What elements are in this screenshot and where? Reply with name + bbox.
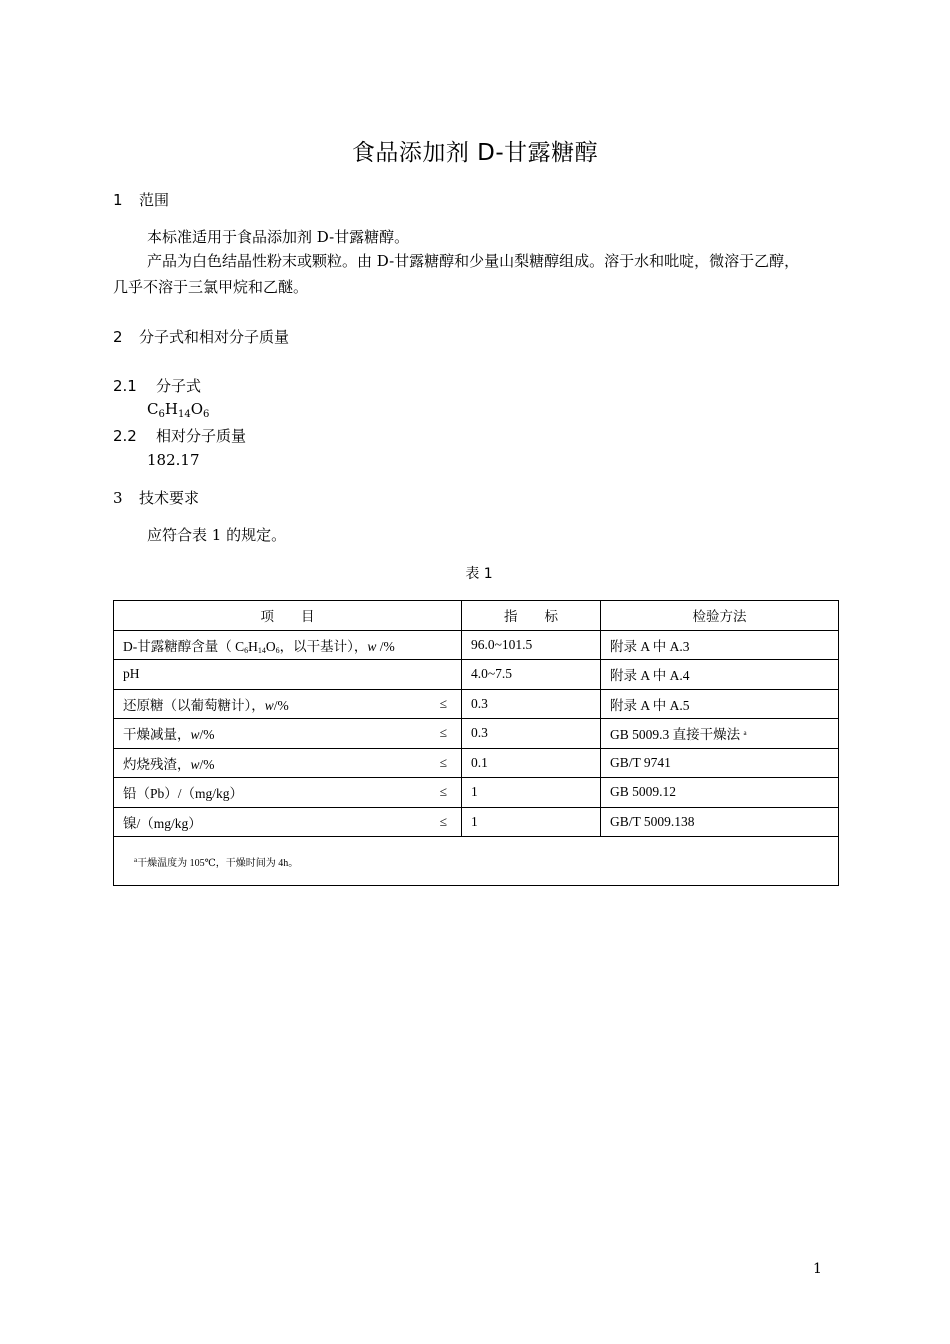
section-2-heading [113,326,289,347]
molecular-mass-value: 182.17 [147,451,200,469]
table-row [114,807,839,837]
section-2-2-heading [113,425,246,446]
section-number: 2 [113,328,123,346]
row-index: 0.3 [462,689,601,719]
row-index: 1 [462,807,601,837]
row-index: 0.1 [462,748,601,778]
section-title: 分子式 [156,377,202,395]
section-title: 范围 [139,191,170,209]
row-method: GB/T 9741 [601,748,839,778]
footnote-marker: a [134,855,138,864]
header-method: 检验方法 [601,601,839,631]
row-method: 附录 A 中 A.4 [601,660,839,690]
table-header-row [114,601,839,631]
row-method: GB/T 5009.138 [601,807,839,837]
row-item: 镍/（mg/kg） ≤ [114,807,462,837]
section-title: 技术要求 [139,489,200,507]
row-item: 铅（Pb）/（mg/kg） ≤ [114,778,462,808]
section-number: 3 [113,489,123,507]
table-row [114,719,839,749]
section-3-heading [113,487,199,508]
section-2-1-heading [113,375,201,396]
row-item: pH [114,660,462,690]
section-1-heading [113,189,169,210]
less-equal-sign: ≤ [439,725,447,741]
row-index: 4.0~7.5 [462,660,601,690]
requirements-table [113,600,839,886]
row-method: 附录 A 中 A.5 [601,689,839,719]
table-caption: 表 1 [465,566,493,582]
row-item: D-甘露糖醇含量（ $C_6H_{14}O_6$，以干基计），w /% [114,630,462,660]
row-method: 附录 A 中 A.3 [601,630,839,660]
section-number: 2.2 [113,427,137,445]
row-item: 还原糖（以葡萄糖计），w/% ≤ [114,689,462,719]
scope-paragraph-1: 本标准适用于食品添加剂 D-甘露糖醇。 [147,228,410,246]
less-equal-sign: ≤ [439,784,447,800]
row-method: GB 5009.12 [601,778,839,808]
section-title: 相对分子质量 [156,427,247,445]
row-index: 0.3 [462,719,601,749]
row-item: 灼烧残渣，w/% ≤ [114,748,462,778]
molecular-formula: $C_6H_{14}O_6$ [147,400,210,420]
header-item: 项 目 [114,601,462,631]
table-row [114,689,839,719]
table-row [114,660,839,690]
table-footnote [114,837,839,886]
row-item: 干燥减量，w/% ≤ [114,719,462,749]
table-row [114,630,839,660]
requirements-paragraph: 应符合表 1 的规定。 [147,526,287,544]
scope-paragraph-2-line-2: 几乎不溶于三氯甲烷和乙醚。 [113,278,309,296]
row-method: GB 5009.3 直接干燥法 $^a$ [601,719,839,749]
scope-paragraph-2-line-1: 产品为白色结晶性粉末或颗粒。由 D-甘露糖醇和少量山梨糖醇组成。溶于水和吡啶，微溶于乙醇， [147,252,800,270]
table-row [114,748,839,778]
section-number: 1 [113,191,123,209]
section-title: 分子式和相对分子质量 [139,328,290,346]
footnote-marker: a [743,729,747,738]
table-footnote-row [114,837,839,886]
less-equal-sign: ≤ [439,813,447,829]
row-index: 96.0~101.5 [462,630,601,660]
footnote-text: 干燥温度为 105℃，干燥时间为 4h。 [137,857,299,869]
row-index: 1 [462,778,601,808]
page-number: 1 [813,1261,822,1277]
document-title: 食品添加剂 D-甘露糖醇 [351,140,599,166]
section-number: 2.1 [113,377,137,395]
table-row [114,778,839,808]
header-index: 指 标 [462,601,601,631]
less-equal-sign: ≤ [439,695,447,711]
less-equal-sign: ≤ [439,754,447,770]
